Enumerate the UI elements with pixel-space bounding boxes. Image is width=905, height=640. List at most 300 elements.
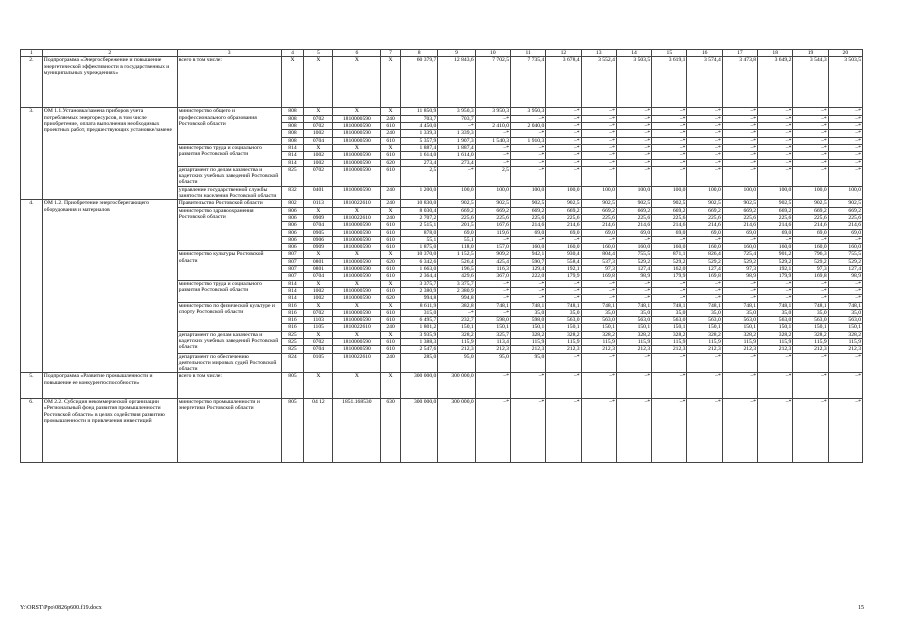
amount-cell: 563,0 xyxy=(581,317,616,324)
amount-cell: 35,0 xyxy=(758,309,793,316)
column-number: 16 xyxy=(687,50,722,57)
executor-name: департамент по делам казачества и кадетских учебных заведений Ростовской области xyxy=(177,331,281,353)
code-cell: Х xyxy=(281,57,304,108)
amount-cell: 115,9 xyxy=(616,338,651,345)
amount-cell: –* xyxy=(687,373,722,399)
amount-cell: –* xyxy=(546,280,581,287)
amount-cell: 328,2 xyxy=(687,331,722,338)
program-name: ОМ 2.2. Субсидия некоммерческой организации «Региональный фонд развития промышленности Ростовской области» в целях содействия развитию промышленности и привлечения инвестиций xyxy=(42,399,177,463)
amount-cell: 1 887,4 xyxy=(400,144,437,151)
amount-cell: –* xyxy=(828,144,862,151)
amount-cell: –* xyxy=(828,280,862,287)
amount-cell: –* xyxy=(828,152,862,159)
amount-cell: –* xyxy=(652,152,687,159)
amount-cell: 119,6 xyxy=(475,229,510,236)
amount-cell: 1 887,4 xyxy=(438,144,475,151)
code-cell: 610 xyxy=(381,338,401,345)
code-cell: 824 xyxy=(281,353,304,373)
amount-cell: –* xyxy=(793,280,828,287)
code-cell: Х xyxy=(304,280,333,287)
column-number: 11 xyxy=(510,50,545,57)
amount-cell: 160,0 xyxy=(581,244,616,251)
code-cell: 1810000590 xyxy=(333,236,381,243)
amount-cell: –* xyxy=(687,166,722,186)
amount-cell: 212,3 xyxy=(546,346,581,353)
code-cell: Х xyxy=(333,302,381,309)
amount-cell: 2 410,0 xyxy=(475,123,510,130)
amount-cell: –* xyxy=(581,353,616,373)
amount-cell: –* xyxy=(652,144,687,151)
amount-cell: 214,6 xyxy=(687,222,722,229)
amount-cell: –* xyxy=(475,115,510,122)
amount-cell: –* xyxy=(652,280,687,287)
amount-cell: 529,2 xyxy=(793,258,828,265)
amount-cell: 382,8 xyxy=(438,302,475,309)
amount-cell: 669,2 xyxy=(510,207,545,214)
amount-cell: 160,0 xyxy=(616,244,651,251)
amount-cell: 1 663,0 xyxy=(400,266,437,273)
amount-cell: 901,2 xyxy=(758,251,793,258)
amount-cell: 69,0 xyxy=(687,229,722,236)
column-number: 9 xyxy=(438,50,475,57)
amount-cell: 100,0 xyxy=(510,186,545,200)
amount-cell: 55,1 xyxy=(438,236,475,243)
column-number: 10 xyxy=(475,50,510,57)
amount-cell: 1 614,0 xyxy=(438,152,475,159)
amount-cell: 1 540,3 xyxy=(475,137,510,144)
amount-cell: –* xyxy=(758,108,793,115)
code-cell: Х xyxy=(304,207,333,214)
amount-cell: –* xyxy=(793,137,828,144)
amount-cell: 1 339,3 xyxy=(400,130,437,137)
amount-cell: 902,5 xyxy=(581,200,616,207)
amount-cell: 98,9 xyxy=(722,273,757,280)
amount-cell: 214,6 xyxy=(581,222,616,229)
amount-cell: 225,6 xyxy=(581,214,616,221)
row-number: 3. xyxy=(21,108,43,200)
amount-cell: –* xyxy=(581,159,616,166)
amount-cell: 285,0 xyxy=(400,353,437,373)
amount-cell: –* xyxy=(475,130,510,137)
amount-cell: –* xyxy=(546,123,581,130)
code-cell: Х xyxy=(381,108,401,115)
amount-cell: 212,3 xyxy=(758,346,793,353)
code-cell: 610 xyxy=(381,137,401,144)
amount-cell: –* xyxy=(758,287,793,294)
code-cell: 825 xyxy=(281,331,304,338)
code-cell: 808 xyxy=(281,123,304,130)
amount-cell: 529,2 xyxy=(652,258,687,265)
amount-cell: 748,1 xyxy=(758,302,793,309)
code-cell: 807 xyxy=(281,251,304,258)
amount-cell: –* xyxy=(793,144,828,151)
code-cell: 814 xyxy=(281,144,304,151)
amount-cell: –* xyxy=(828,236,862,243)
amount-cell: –* xyxy=(687,115,722,122)
amount-cell: 300 000,0 xyxy=(438,373,475,399)
code-cell: 806 xyxy=(281,222,304,229)
amount-cell: 35,0 xyxy=(828,309,862,316)
amount-cell: 367,0 xyxy=(475,273,510,280)
amount-cell: 225,6 xyxy=(510,214,545,221)
code-cell: 814 xyxy=(281,287,304,294)
amount-cell: 748,1 xyxy=(722,302,757,309)
amount-cell: 222,0 xyxy=(510,273,545,280)
amount-cell: 3 375,7 xyxy=(400,280,437,287)
column-number: 19 xyxy=(793,50,828,57)
code-cell: 814 xyxy=(281,280,304,287)
code-cell: Х xyxy=(304,251,333,258)
row-number: 2. xyxy=(21,57,43,108)
amount-cell: –* xyxy=(510,280,545,287)
amount-cell: –* xyxy=(546,108,581,115)
code-cell: 240 xyxy=(381,214,401,221)
table-body xyxy=(21,50,863,463)
code-cell: 1002 xyxy=(304,152,333,159)
amount-cell: 1 907,3 xyxy=(438,137,475,144)
amount-cell: 35,0 xyxy=(722,309,757,316)
amount-cell: –* xyxy=(652,236,687,243)
amount-cell: 100,0 xyxy=(687,186,722,200)
amount-cell: 35,0 xyxy=(652,309,687,316)
column-number: 18 xyxy=(758,50,793,57)
amount-cell: 748,1 xyxy=(793,302,828,309)
amount-cell: 69,0 xyxy=(438,229,475,236)
code-cell: 0702 xyxy=(304,166,333,186)
code-cell: 1810000590 xyxy=(333,258,381,265)
amount-cell: 95,0 xyxy=(510,353,545,373)
amount-cell: 115,9 xyxy=(828,338,862,345)
amount-cell: 8 030,4 xyxy=(400,207,437,214)
amount-cell: 3 950,3 xyxy=(475,108,510,115)
amount-cell: –* xyxy=(581,137,616,144)
amount-cell: 225,6 xyxy=(793,214,828,221)
executor-name: министерство культуры Ростовской области xyxy=(177,251,281,280)
amount-cell: 1 339,3 xyxy=(438,130,475,137)
code-cell: 1810022610 xyxy=(333,353,381,373)
amount-cell: –* xyxy=(475,373,510,399)
amount-cell: –* xyxy=(475,159,510,166)
code-cell: 0401 xyxy=(304,186,333,200)
code-cell: 806 xyxy=(281,214,304,221)
amount-cell: 116,3 xyxy=(475,266,510,273)
amount-cell: 212,3 xyxy=(652,346,687,353)
code-cell: 1810000590 xyxy=(333,115,381,122)
code-cell: 1851.168530 xyxy=(333,399,381,463)
amount-cell: 537,3 xyxy=(581,258,616,265)
amount-cell: –* xyxy=(652,123,687,130)
amount-cell: –* xyxy=(616,166,651,186)
amount-cell: 878,0 xyxy=(400,229,437,236)
table-header-row xyxy=(21,50,863,57)
amount-cell: 1 152,5 xyxy=(438,251,475,258)
amount-cell: –* xyxy=(581,108,616,115)
amount-cell: –* xyxy=(722,287,757,294)
amount-cell: –* xyxy=(652,287,687,294)
amount-cell: –* xyxy=(510,295,545,302)
code-cell: Х xyxy=(304,331,333,338)
amount-cell: 1 200,0 xyxy=(400,186,437,200)
amount-cell: 214,6 xyxy=(758,222,793,229)
amount-cell: 192,1 xyxy=(758,266,793,273)
amount-cell: –* xyxy=(546,373,581,399)
amount-cell: –* xyxy=(687,108,722,115)
amount-cell: 127,4 xyxy=(828,266,862,273)
table-row xyxy=(21,200,863,207)
amount-cell: –* xyxy=(828,287,862,294)
amount-cell: 169,8 xyxy=(581,273,616,280)
code-cell: 805 xyxy=(281,373,304,399)
amount-cell: –* xyxy=(546,166,581,186)
code-cell: 04 12 xyxy=(304,399,333,463)
code-cell: 825 xyxy=(281,166,304,186)
amount-cell: 97,3 xyxy=(722,266,757,273)
amount-cell: 160,0 xyxy=(722,244,757,251)
amount-cell: 69,0 xyxy=(722,229,757,236)
amount-cell: 669,2 xyxy=(475,207,510,214)
code-cell: 1810000590 xyxy=(333,152,381,159)
code-cell: 825 xyxy=(281,338,304,345)
amount-cell: –* xyxy=(475,295,510,302)
program-name: Подпрограмма «Развитие промышленности и повышение ее конкурентоспособности» xyxy=(42,373,177,399)
amount-cell: 225,6 xyxy=(616,214,651,221)
amount-cell: 225,6 xyxy=(722,214,757,221)
amount-cell: 225,6 xyxy=(652,214,687,221)
code-cell: 806 xyxy=(281,244,304,251)
code-cell: 1810000590 xyxy=(333,130,381,137)
code-cell: 808 xyxy=(281,137,304,144)
code-cell: 814 xyxy=(281,152,304,159)
amount-cell: 212,3 xyxy=(616,346,651,353)
amount-cell: –* xyxy=(758,115,793,122)
amount-cell: –* xyxy=(510,144,545,151)
amount-cell: –* xyxy=(475,152,510,159)
amount-cell: 35,0 xyxy=(793,309,828,316)
amount-cell: 748,1 xyxy=(616,302,651,309)
amount-cell: –* xyxy=(475,309,510,316)
amount-cell: 902,5 xyxy=(510,200,545,207)
amount-cell: 160,0 xyxy=(793,244,828,251)
amount-cell: –* xyxy=(687,137,722,144)
amount-cell: –* xyxy=(510,287,545,294)
amount-cell: 100,0 xyxy=(616,186,651,200)
amount-cell: 748,1 xyxy=(546,302,581,309)
code-cell: 240 xyxy=(381,200,401,207)
code-cell: Х xyxy=(381,373,401,399)
code-cell: 610 xyxy=(381,287,401,294)
code-cell: 1810000590 xyxy=(333,287,381,294)
amount-cell: 69,0 xyxy=(758,229,793,236)
amount-cell: –* xyxy=(828,295,862,302)
amount-cell: 871,1 xyxy=(652,251,687,258)
amount-cell: 115,9 xyxy=(793,338,828,345)
column-number: 3 xyxy=(177,50,281,57)
amount-cell: 3 375,7 xyxy=(438,280,475,287)
amount-cell: 748,1 xyxy=(510,302,545,309)
code-cell: 1810000590 xyxy=(333,309,381,316)
column-number: 1 xyxy=(21,50,43,57)
code-cell: 1810000590 xyxy=(333,295,381,302)
amount-cell: 179,9 xyxy=(758,273,793,280)
code-cell: 610 xyxy=(381,229,401,236)
amount-cell: 5 357,9 xyxy=(400,137,437,144)
amount-cell: –* xyxy=(722,144,757,151)
row-number: 4. xyxy=(21,200,43,373)
amount-cell: 100,0 xyxy=(828,186,862,200)
amount-cell: 1 801,2 xyxy=(400,324,437,331)
amount-cell: –* xyxy=(793,115,828,122)
amount-cell: –* xyxy=(510,236,545,243)
amount-cell: 150,1 xyxy=(687,324,722,331)
amount-cell: –* xyxy=(616,115,651,122)
amount-cell: 7 702,5 xyxy=(475,57,510,108)
amount-cell: 669,2 xyxy=(438,207,475,214)
amount-cell: 160,0 xyxy=(510,244,545,251)
amount-cell: 3 950,3 xyxy=(438,108,475,115)
amount-cell: 315,0 xyxy=(400,309,437,316)
amount-cell: 826,4 xyxy=(687,251,722,258)
amount-cell: –* xyxy=(475,144,510,151)
amount-cell: –* xyxy=(616,353,651,373)
amount-cell: –* xyxy=(758,236,793,243)
amount-cell: –* xyxy=(438,123,475,130)
amount-cell: 328,2 xyxy=(828,331,862,338)
amount-cell: 127,4 xyxy=(687,266,722,273)
amount-cell: 214,6 xyxy=(510,222,545,229)
amount-cell: 669,2 xyxy=(828,207,862,214)
amount-cell: –* xyxy=(722,353,757,373)
amount-cell: –* xyxy=(510,152,545,159)
amount-cell: 35,0 xyxy=(687,309,722,316)
amount-cell: 2 707,2 xyxy=(400,214,437,221)
amount-cell: 328,2 xyxy=(581,331,616,338)
amount-cell: –* xyxy=(475,399,510,463)
amount-cell: –* xyxy=(652,399,687,463)
executor-name: управление государственной службы занятости населения Ростовской области xyxy=(177,186,281,200)
amount-cell: 725,4 xyxy=(722,251,757,258)
amount-cell: –* xyxy=(546,152,581,159)
code-cell: 1810000590 xyxy=(333,266,381,273)
code-cell: 240 xyxy=(381,324,401,331)
amount-cell: –* xyxy=(687,130,722,137)
amount-cell: 328,2 xyxy=(758,331,793,338)
amount-cell: 902,5 xyxy=(722,200,757,207)
code-cell: 1810000590 xyxy=(333,273,381,280)
code-cell: Х xyxy=(304,302,333,309)
amount-cell: 328,2 xyxy=(793,331,828,338)
code-cell: 630 xyxy=(381,399,401,463)
amount-cell: –* xyxy=(687,144,722,151)
amount-cell: 755,5 xyxy=(828,251,862,258)
amount-cell: 526,4 xyxy=(438,258,475,265)
code-cell: Х xyxy=(381,144,401,151)
amount-cell: 3 473,8 xyxy=(722,57,757,108)
amount-cell: 902,5 xyxy=(652,200,687,207)
code-cell: Х xyxy=(304,108,333,115)
amount-cell: –* xyxy=(510,166,545,186)
code-cell: 610 xyxy=(381,244,401,251)
amount-cell: 179,9 xyxy=(546,273,581,280)
amount-cell: 748,1 xyxy=(652,302,687,309)
page-number: 15 xyxy=(858,605,864,611)
amount-cell: 529,2 xyxy=(758,258,793,265)
code-cell: 1002 xyxy=(304,287,333,294)
amount-cell: 150,1 xyxy=(438,324,475,331)
amount-cell: –* xyxy=(581,144,616,151)
amount-cell: 100,0 xyxy=(546,186,581,200)
code-cell: 240 xyxy=(381,353,401,373)
amount-cell: 192,1 xyxy=(546,266,581,273)
code-cell: 610 xyxy=(381,166,401,186)
code-cell: Х xyxy=(304,57,333,108)
amount-cell: 3 649,2 xyxy=(758,57,793,108)
amount-cell: 2 380,9 xyxy=(400,287,437,294)
code-cell: 0704 xyxy=(304,346,333,353)
amount-cell: 212,3 xyxy=(438,346,475,353)
amount-cell: –* xyxy=(652,115,687,122)
amount-cell: 225,6 xyxy=(438,214,475,221)
amount-cell: 55,1 xyxy=(400,236,437,243)
column-number: 13 xyxy=(581,50,616,57)
amount-cell: 325,7 xyxy=(475,331,510,338)
amount-cell: –* xyxy=(828,108,862,115)
amount-cell: –* xyxy=(652,108,687,115)
code-cell: Х xyxy=(381,302,401,309)
amount-cell: 35,0 xyxy=(546,309,581,316)
amount-cell: 529,2 xyxy=(722,258,757,265)
amount-cell: 273,4 xyxy=(438,159,475,166)
code-cell: 0113 xyxy=(304,200,333,207)
amount-cell: –* xyxy=(722,130,757,137)
amount-cell: 328,2 xyxy=(722,331,757,338)
amount-cell: –* xyxy=(616,159,651,166)
amount-cell: –* xyxy=(687,280,722,287)
executor-name: Правительство Ростовской области xyxy=(177,200,281,207)
amount-cell: –* xyxy=(722,295,757,302)
amount-cell: 35,0 xyxy=(581,309,616,316)
amount-cell: –* xyxy=(793,166,828,186)
amount-cell: 100,0 xyxy=(652,186,687,200)
amount-cell: –* xyxy=(793,159,828,166)
code-cell: 0801 xyxy=(304,258,333,265)
amount-cell: –* xyxy=(652,295,687,302)
amount-cell: –* xyxy=(510,373,545,399)
amount-cell: –* xyxy=(581,166,616,186)
amount-cell: –* xyxy=(758,152,793,159)
code-cell: 1810022610 xyxy=(333,324,381,331)
amount-cell: –* xyxy=(475,280,510,287)
amount-cell: –* xyxy=(546,159,581,166)
amount-cell: –* xyxy=(722,108,757,115)
amount-cell: –* xyxy=(687,123,722,130)
amount-cell: 563,0 xyxy=(828,317,862,324)
amount-cell: –* xyxy=(687,236,722,243)
code-cell: 610 xyxy=(381,346,401,353)
amount-cell: –* xyxy=(616,144,651,151)
amount-cell: –* xyxy=(475,287,510,294)
amount-cell: 160,0 xyxy=(687,244,722,251)
column-number: 12 xyxy=(546,50,581,57)
amount-cell: 8 611,9 xyxy=(400,302,437,309)
amount-cell: 225,6 xyxy=(828,214,862,221)
amount-cell: 115,9 xyxy=(758,338,793,345)
amount-cell: 669,2 xyxy=(793,207,828,214)
code-cell: 0704 xyxy=(304,273,333,280)
amount-cell: 529,2 xyxy=(616,258,651,265)
code-cell: 240 xyxy=(381,115,401,122)
amount-cell: 214,6 xyxy=(616,222,651,229)
amount-cell: 160,0 xyxy=(652,244,687,251)
